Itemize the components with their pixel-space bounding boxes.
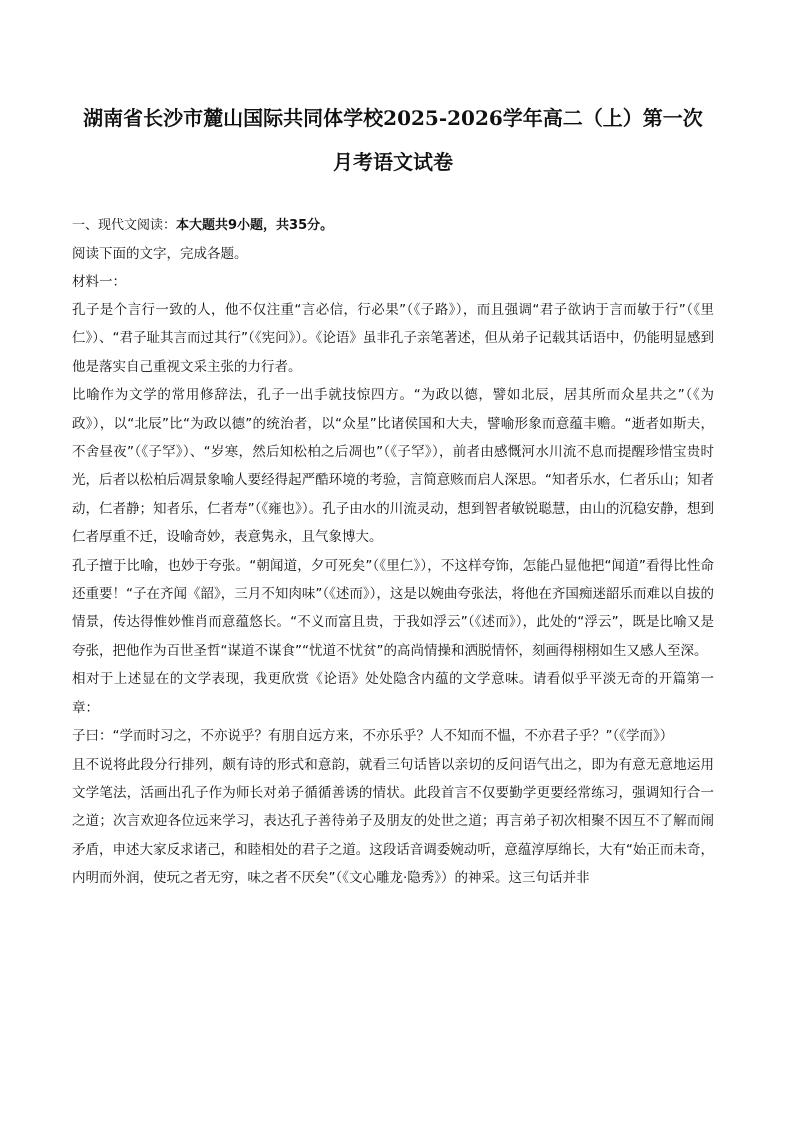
paragraph-4: 相对于上述显在的文学表现，我更欣赏《论语》处处隐含内蕴的文学意味。请看似乎平淡无奇的开篇第一章：	[72, 671, 714, 716]
exam-title-line-2: 月考语文试卷	[333, 150, 453, 174]
reading-instruction: 阅读下面的文字，完成各题。	[72, 246, 248, 262]
paragraph-2: 比喻作为文学的常用修辞法，孔子一出手就技惊四方。“为政以德，譬如北辰，居其所而众星共之”（《为政》），以“北辰”比“为政以德”的统治者，以“众星”比诸侯国和大夫，譬喻形象而意蕴丰赡。“逝者如斯夫，不舍昼夜”（《子罕》）、“岁寒，然后知松柏之后凋也”（《子罕》），前者由感慨河水川流不息而提醒珍惜宝贵时光，后者以松柏后凋景象喻人要经得起严酷环境的考验，言简意赅而启人深思。“知者乐水，仁者乐山；知者动，仁者静；知者乐，仁者寿”（《雍也》）。孔子由水的川流灵动，想到智者敏锐聪慧，由山的沉稳安静，想到仁者厚重不迁，设喻奇妙，表意隽永，且气象博大。	[72, 387, 714, 546]
section-prefix: 一、现代文阅读：	[72, 218, 177, 233]
section-description: 本大题共9小题，共35分。	[176, 218, 334, 233]
exam-title-line-1: 湖南省长沙市麓山国际共同体学校2025-2026学年高二（上）第一次	[83, 106, 703, 130]
material-label: 材料一：	[72, 274, 126, 290]
paragraph-1: 孔子是个言行一致的人，他不仅注重“言必信，行必果”（《子路》），而且强调“君子欲讷于言而敏于行”（《里仁》）、“君子耻其言而过其行”（《宪问》）。《论语》虽非孔子亲笔著述，但从弟子记载其话语中，仍能明显感到他是落实自己重视文采主张的力行者。	[72, 302, 714, 375]
paragraph-3: 孔子擅于比喻，也妙于夸张。“朝闻道，夕可死矣”（《里仁》），不这样夸饰，怎能凸显他把“闻道”看得比性命还重要！“子在齐闻《韶》，三月不知肉味”（《述而》），这是以婉曲夸张法，将他在齐国痴迷韶乐而难以自拔的情景，传达得惟妙惟肖而意蕴悠长。“不义而富且贵，于我如浮云”（《述而》），此处的“浮云”，既是比喻又是夸张，把他作为百世圣哲“谋道不谋食”“忧道不忧贫”的高尚情操和洒脱情怀，刻画得栩栩如生又感人至深。	[72, 557, 714, 659]
exam-title	[72, 96, 714, 184]
paragraph-6: 且不说将此段分行排列，颇有诗的形式和意韵，就看三句话皆以亲切的反问语气出之，即为有意无意地运用文学笔法，活画出孔子作为师长对弟子循循善诱的情状。此段首言不仅要勤学更要经常练习，强调知行合一之道；次言欢迎各位远来学习，表达孔子善待弟子及朋友的处世之道；再言弟子初次相聚不因互不了解而闹矛盾，申述大家反求诸己，和睦相处的君子之道。这段话音调委婉动听，意蕴淳厚绵长，大有“始正而未奇，内明而外润，使玩之者无穷，味之者不厌矣”（《文心雕龙·隐秀》）的神采。这三句话并非	[72, 756, 714, 887]
paragraph-5: 子曰：“学而时习之，不亦说乎？有朋自远方来，不亦乐乎？人不知而不愠，不亦君子乎？”（《学而》）	[72, 728, 674, 745]
section-heading	[72, 212, 714, 240]
